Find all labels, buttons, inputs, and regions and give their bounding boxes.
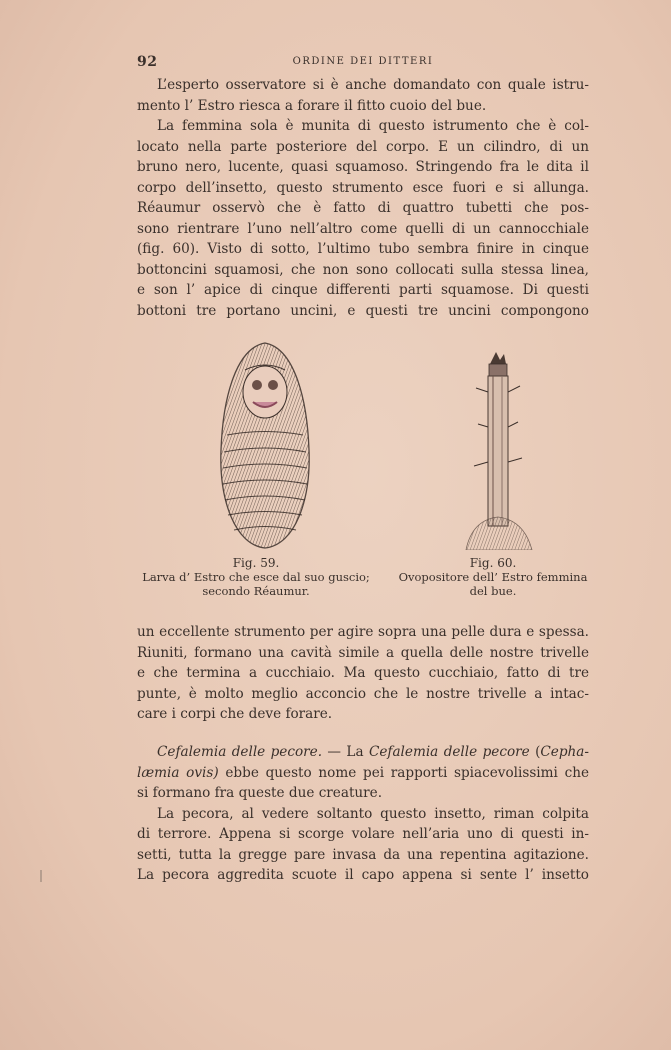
figure-59-title: Fig. 59. [232, 556, 280, 570]
text-line: La femmina sola è munita di questo istrumento che è col- [157, 118, 589, 134]
text-line: sono rientrare l’uno nell’altro come quelli di un cannocchiale [137, 220, 589, 237]
text-line: (fig. 60). Visto di sotto, l’ultimo tubo sembra finire in cinque [137, 241, 589, 257]
figure-60-caption-line: del bue. [469, 584, 517, 598]
paragraph-1 [137, 75, 589, 321]
text-line: e che termina a cucchiaio. Ma questo cucchiaio, fatto di tre [137, 665, 589, 681]
text-line: si formano fra queste due creature. [137, 785, 383, 801]
text-line: Riuniti, formano una cavità simile a quella delle nostre trivelle [137, 644, 589, 661]
italic-term: Cefalemia delle pecore [368, 744, 530, 760]
figure-60-caption [392, 556, 594, 598]
figure-60-caption-line: Ovopositore dell’ Estro femmina [398, 570, 588, 584]
text-line: bottoncini squamosi, che non sono collocati sulla stessa linea, [137, 261, 589, 278]
paragraph-4 [137, 742, 589, 886]
page-number: 92 [137, 54, 158, 70]
figure-60-ovipositor-illustration [462, 352, 534, 550]
italic-term: Cepha- [540, 744, 589, 760]
larva-engraving [215, 340, 315, 552]
text-line: L’esperto osservatore si è anche domandato con quale istru- [157, 77, 589, 93]
text-line: mento l’ Estro riesca a forare il fitto cuoio del bue. [137, 97, 487, 114]
text-line: setti, tutta la gregge pare invasa da una repentina agitazione. [137, 846, 589, 863]
text-line [137, 742, 589, 763]
text-line: care i corpi che deve forare. [137, 706, 333, 722]
text-line: un eccellente strumento per agire sopra una pelle dura e spessa. [137, 624, 589, 640]
section-heading: Cefalemia delle pecore. [157, 744, 323, 760]
text-fragment: ebbe questo nome pei rapporti spiacevolissimi che [218, 764, 589, 781]
ovipositor-engraving [462, 352, 534, 550]
margin-mark [40, 870, 42, 882]
text-line: punte, è molto meglio acconcio che le nostre trivelle a intac- [137, 685, 589, 702]
text-line: Réaumur osservò che è fatto di quattro tubetti che pos- [137, 200, 589, 216]
text-line: di terrore. Appena si scorge volare nell’aria uno di questi in- [137, 826, 589, 842]
figure-59-caption [130, 556, 382, 598]
text-line: bottoni tre portano uncini, e questi tre uncini compongono [137, 302, 589, 319]
figure-59-caption-line: Larva d’ Estro che esce dal suo guscio; [142, 570, 370, 584]
paragraph-3 [137, 622, 589, 725]
text-line: La pecora, al vedere soltanto questo insetto, riman colpita [157, 805, 589, 822]
italic-term: læmia ovis) [137, 764, 219, 781]
figure-59-larva-illustration [215, 340, 315, 552]
text-line: bruno nero, lucente, quasi squamoso. Stringendo fra le dita il [137, 159, 589, 175]
page-header [137, 54, 589, 72]
figure-59-caption-line: secondo Réaumur. [202, 584, 310, 598]
text-line: locato nella parte posteriore del corpo. E un cilindro, di un [137, 138, 589, 155]
text-fragment: ( [529, 744, 541, 760]
figure-60-title: Fig. 60. [469, 556, 517, 570]
running-head: ORDINE DEI DITTERI [292, 56, 434, 67]
text-line [137, 763, 589, 784]
text-line: e son l’ apice di cinque differenti parti squamose. Di questi [137, 282, 589, 298]
text-line: corpo dell’insetto, questo strumento esce fuori e si allunga. [137, 179, 589, 196]
text-fragment: — La [322, 744, 369, 760]
text-line: La pecora aggredita scuote il capo appena si sente l’ insetto [137, 867, 589, 883]
